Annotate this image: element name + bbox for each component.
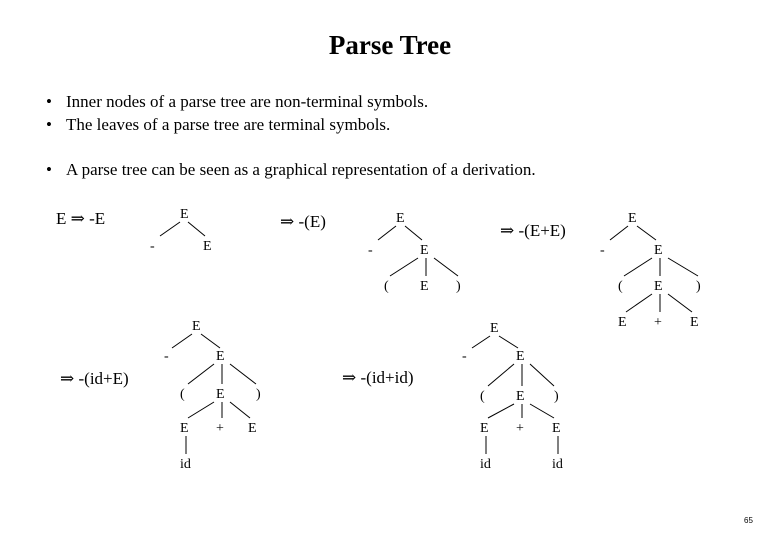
page-number: 65 xyxy=(744,516,753,525)
tree-node-E: E xyxy=(180,207,189,222)
tree-node-E: E xyxy=(618,315,627,330)
tree-edge xyxy=(434,258,458,276)
tree-node-id: id xyxy=(180,457,191,472)
tree-node-E: E xyxy=(192,319,201,334)
tree-edge xyxy=(624,258,652,276)
derivation-step: ⇒ -(id+E) xyxy=(60,369,129,388)
derivation-step: ⇒ -(E) xyxy=(280,212,326,231)
tree-node-E: E xyxy=(552,421,561,436)
tree-edge xyxy=(230,364,256,384)
derivation-step: ⇒ -(E+E) xyxy=(500,221,566,240)
tree-node-E: E xyxy=(420,279,429,294)
tree-edge xyxy=(499,336,518,348)
tree-edge xyxy=(668,294,692,312)
tree-node-minus: - xyxy=(150,239,155,254)
tree-edge xyxy=(530,364,554,386)
tree-node-E: E xyxy=(654,279,663,294)
tree-edge xyxy=(637,226,656,240)
tree-edge xyxy=(188,364,214,384)
bullet-item: • Inner nodes of a parse tree are non-terminal symbols. xyxy=(44,90,536,113)
bullet-item: • The leaves of a parse tree are terminal symbols. xyxy=(44,113,536,136)
tree-node-minus: - xyxy=(600,243,605,258)
tree-edge xyxy=(378,226,396,240)
tree-node-E: E xyxy=(180,421,189,436)
tree-node-minus: - xyxy=(462,349,467,364)
tree-node-plus: + xyxy=(654,315,662,330)
tree-node-E: E xyxy=(480,421,489,436)
tree-node-minus: - xyxy=(368,243,373,258)
tree-edge xyxy=(160,222,180,236)
tree-node-rparen: ) xyxy=(696,279,701,294)
tree-edge xyxy=(188,402,214,418)
tree-node-minus: - xyxy=(164,349,169,364)
tree-edge xyxy=(201,334,220,348)
tree-node-plus: + xyxy=(216,421,224,436)
tree-node-E: E xyxy=(654,243,663,258)
tree-edge xyxy=(668,258,698,276)
parse-trees xyxy=(56,207,701,472)
tree-edge xyxy=(610,226,628,240)
tree-node-lparen: ( xyxy=(618,279,623,294)
tree-edge xyxy=(172,334,192,348)
derivation-step: E ⇒ -E xyxy=(56,209,106,228)
tree-node-id: id xyxy=(552,457,563,472)
slide-title: Parse Tree xyxy=(328,30,452,60)
bullet-item: • A parse tree can be seen as a graphical representation of a derivation. xyxy=(44,158,536,181)
tree-node-rparen: ) xyxy=(256,387,261,402)
tree-edge xyxy=(472,336,490,348)
tree-node-E: E xyxy=(690,315,699,330)
tree-node-rparen: ) xyxy=(554,389,559,404)
tree-node-lparen: ( xyxy=(180,387,185,402)
tree-edge xyxy=(230,402,250,418)
tree-node-E: E xyxy=(396,211,405,226)
derivation-step: ⇒ -(id+id) xyxy=(342,368,414,387)
tree-edge xyxy=(390,258,418,276)
tree-edge xyxy=(530,404,554,418)
tree-edge xyxy=(488,364,514,386)
tree-node-E: E xyxy=(248,421,257,436)
tree-node-plus: + xyxy=(516,421,524,436)
tree-node-E: E xyxy=(516,349,525,364)
tree-node-E: E xyxy=(203,239,212,254)
tree-edge xyxy=(488,404,514,418)
tree-node-lparen: ( xyxy=(384,279,389,294)
tree-node-lparen: ( xyxy=(480,389,485,404)
tree-node-E: E xyxy=(516,389,525,404)
tree-node-E: E xyxy=(216,387,225,402)
tree-node-E: E xyxy=(216,349,225,364)
tree-node-rparen: ) xyxy=(456,279,461,294)
tree-node-id: id xyxy=(480,457,491,472)
tree-edge xyxy=(188,222,205,236)
tree-edge xyxy=(405,226,422,240)
tree-node-E: E xyxy=(628,211,637,226)
tree-node-E: E xyxy=(490,321,499,336)
tree-node-E: E xyxy=(420,243,429,258)
tree-edge xyxy=(626,294,652,312)
